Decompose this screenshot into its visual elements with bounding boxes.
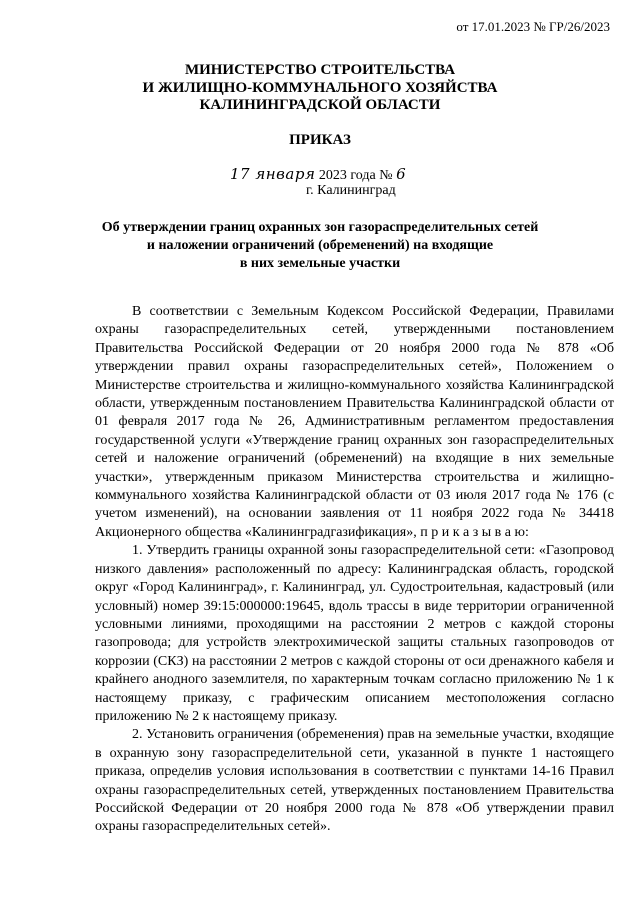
registration-reference: от 17.01.2023 № ГР/26/2023 — [456, 19, 610, 34]
item-1-paragraph: 1. Утвердить границы охранной зоны газораспределительной сети: «Газопровод низкого давления» расположенный по адресу: Калининградская область, городской округ «Город Калининград», г. Калининград, ул. Судостроительная, кадастровый (или условный) номер 39:15:000000:19645, вдоль трассы в виде территории ограниченной условными линиями, проходящими на расстоянии 2 метров с каждой стороны газопровода; для устройств электрохимической защиты стальных газопроводов от коррозии (СКЗ) на расстоянии 2 метров с каждой стороны от оси дренажного кабеля и крайнего анодного заземлителя, по характерным точкам согласно приложению № 1 к настоящему приказу, с графическим описанием местоположения согласно приложению № 2 к настоящему приказу. — [95, 543, 614, 724]
subject-line-3: в них земельные участки — [239, 256, 401, 271]
document-type: ПРИКАЗ — [289, 132, 351, 148]
ministry-heading — [0, 62, 640, 115]
handwritten-date: 17 января — [230, 165, 316, 183]
order-body — [95, 303, 614, 837]
order-subject — [0, 219, 640, 273]
ministry-line-3: КАЛИНИНГРАДСКОЙ ОБЛАСТИ — [199, 97, 441, 113]
subject-line-2: и наложении ограничений (обременений) на входящие — [146, 238, 494, 253]
preamble-paragraph: В соответствии с Земельным Кодексом Российской Федерации, Правилами охраны газораспределительных сетей, утвержденными постановлением Правительства Российской Федерации от 20 ноября 2000 года № 878 «Об утверждении правил охраны газораспределительных сетей», Положением о Министерстве строительства и жилищно-коммунального хозяйства Калининградской области, утвержденным постановлением Правительства Калининградской области от 01 февраля 2017 года № 26, Административным регламентом предоставления государственной услуги «Утверждение границ охранных зон газораспределительных сетей и наложение ограничений (обременений) на входящие в них земельные участки», утвержденным приказом Министерства строительства и жилищно-коммунального хозяйства Калининградской области от 03 июля 2017 года № 176 (с учетом изменений), на основании заявления от 11 ноября 2022 года № 34418 Акционерного общества «Калининградгазификация», п р и к а з ы в а ю: — [95, 304, 614, 540]
ministry-line-1: МИНИСТЕРСТВО СТРОИТЕЛЬСТВА — [184, 62, 456, 78]
ministry-line-2: И ЖИЛИЩНО-КОММУНАЛЬНОГО ХОЗЯЙСТВА — [142, 79, 498, 96]
item-2-paragraph: 2. Установить ограничения (обременения) прав на земельные участки, входящие в охранную зону газораспределительной сети, указанной в пункте 1 настоящего приказа, определив условия использования в соответствии с пунктами 14-16 Правил охраны газораспределительных сетей, утвержденных постановлением Правительства Российской Федерации от 20 ноября 2000 года № 878 «Об утверждении правил охраны газораспределительных сетей». — [95, 727, 614, 835]
city-name: г. Калининград — [306, 183, 396, 198]
printed-year: 2023 года № — [318, 168, 393, 183]
handwritten-number: 6 — [396, 165, 407, 183]
order-date-line — [230, 165, 406, 184]
subject-line-1: Об утверждении границ охранных зон газораспределительных сетей — [101, 220, 539, 235]
